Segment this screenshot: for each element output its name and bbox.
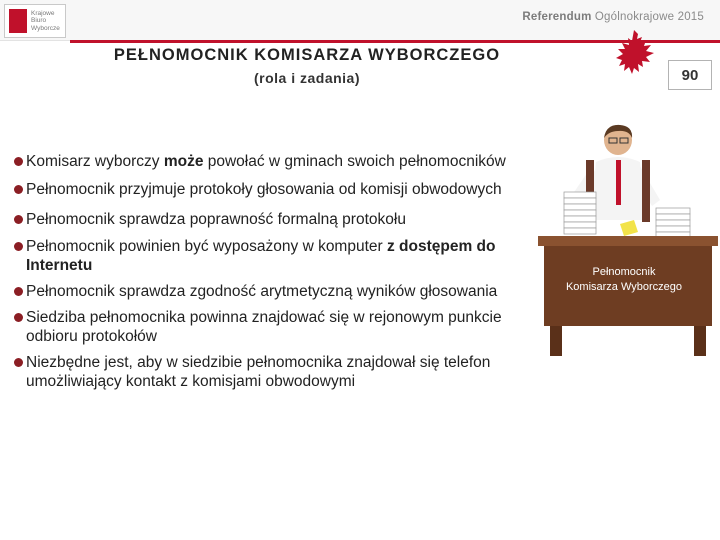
- bullet-icon: [14, 358, 23, 367]
- bullet-icon: [14, 313, 23, 322]
- clerk-at-desk-illustration: [530, 120, 720, 360]
- logo-text: Krajowe Biuro Wyborcze: [31, 9, 60, 32]
- list-item: Pełnomocnik przyjmuje protokoły głosowania od komisji obwodowych: [14, 180, 524, 199]
- eagle-emblem-icon: [610, 26, 662, 78]
- page-title: PEŁNOMOCNIK KOMISARZA WYBORCZEGO: [113, 46, 501, 64]
- list-item: Siedziba pełnomocnika powinna znajdować się w rejonowym punkcie odbioru protokołów: [14, 308, 524, 346]
- desk-label-line1: Pełnomocnik: [592, 266, 656, 278]
- slide-number: 90: [668, 60, 712, 90]
- list-item: Komisarz wyborczy może powołać w gminach swoich pełnomocników: [14, 152, 524, 171]
- bullet-icon: [14, 242, 23, 251]
- list-item: Pełnomocnik powinien być wyposażony w komputer z dostępem do Internetu: [14, 237, 524, 275]
- referendum-rest: Ogólnokrajowe 2015: [591, 11, 704, 23]
- list-item: Pełnomocnik sprawdza poprawność formalną protokołu: [14, 210, 524, 229]
- page-subtitle: (rola i zadania): [253, 70, 361, 86]
- logo-mark-icon: [9, 9, 27, 33]
- bullet-icon: [14, 287, 23, 296]
- referendum-bold: Referendum: [522, 11, 592, 23]
- desk-label-line2: Komisarza Wyborczego: [565, 281, 683, 293]
- kbw-logo: [4, 4, 66, 38]
- bullet-list: [14, 152, 524, 391]
- bullet-icon: [14, 157, 23, 166]
- bullet-icon: [14, 215, 23, 224]
- desk-label: [540, 265, 708, 295]
- referendum-header: [522, 11, 704, 23]
- bullet-icon: [14, 185, 23, 194]
- list-item: Pełnomocnik sprawdza zgodność arytmetyczną wyników głosowania: [14, 282, 524, 301]
- list-item: Niezbędne jest, aby w siedzibie pełnomocnika znajdował się telefon umożliwiający kontakt z komisjami obwodowymi: [14, 353, 524, 391]
